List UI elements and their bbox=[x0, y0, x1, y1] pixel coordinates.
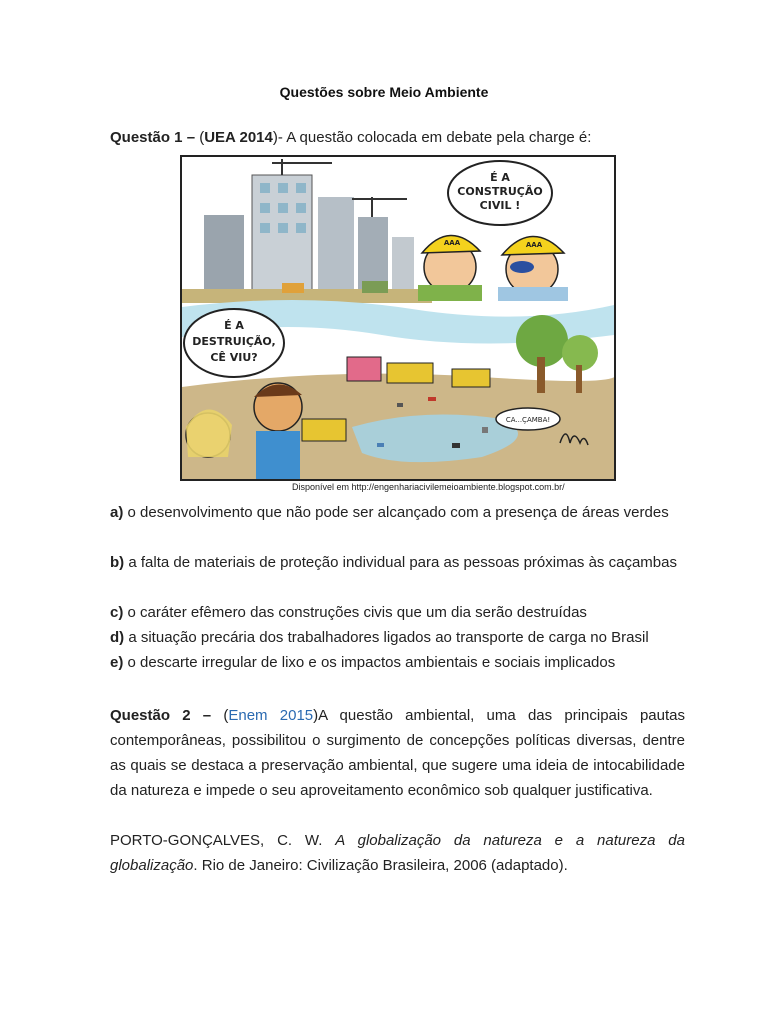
reference-author: PORTO-GONÇALVES, C. W. bbox=[110, 832, 336, 849]
reference-title: A globalização da natureza e a natureza da globalização bbox=[110, 832, 685, 874]
helmet-mark-left: AAA bbox=[443, 239, 461, 247]
question-1-label: Questão 1 – bbox=[110, 129, 196, 146]
option-c-label: c) bbox=[110, 604, 124, 621]
question-2-text: A questão ambiental, uma das principais pautas contemporâneas, possibilitou o surgimento de concepções políticas diversas, dentre as quais se destaca a preservação ambiental, que sugere uma ideia de intocabilidade da natureza e impede o seu aproveitamento econômico sob qualquer justificativa. bbox=[110, 707, 685, 799]
option-c bbox=[110, 600, 685, 625]
question-2 bbox=[110, 703, 685, 803]
question-1-source: UEA 2014 bbox=[204, 129, 273, 146]
question-2-reference bbox=[110, 828, 685, 878]
question-1-source-open: ( bbox=[195, 129, 205, 146]
question-2-label: Questão 2 – bbox=[110, 707, 212, 724]
option-e-label: e) bbox=[110, 654, 124, 671]
reference-rest: . Rio de Janeiro: Civilização Brasileira, 2006 (adaptado). bbox=[193, 857, 568, 874]
bubble-top-line-2: CONSTRUÇÃO bbox=[457, 185, 543, 198]
question-1-heading bbox=[110, 129, 591, 146]
cartoon-illustration bbox=[182, 157, 614, 479]
bubble-left-line-1: É A bbox=[224, 319, 244, 332]
question-1-source-close: ) bbox=[272, 129, 278, 146]
option-e-text: o descarte irregular de lixo e os impactos ambientais e sociais implicados bbox=[123, 654, 616, 671]
option-d-label: d) bbox=[110, 629, 125, 646]
option-b-label: b) bbox=[110, 554, 125, 571]
option-d bbox=[110, 625, 685, 650]
option-d-text: a situação precária dos trabalhadores ligados ao transporte de carga no Brasil bbox=[124, 629, 649, 646]
image-caption: Disponível em http://engenhariacivilemeioambiente.blogspot.com.br/ bbox=[292, 482, 565, 492]
option-c-text: o caráter efêmero das construções civis que um dia serão destruídas bbox=[123, 604, 587, 621]
question-1-text: - A questão colocada em debate pela charge é: bbox=[277, 129, 592, 146]
option-b bbox=[110, 550, 685, 575]
cartoon-image bbox=[180, 155, 616, 481]
page-title: Questões sobre Meio Ambiente bbox=[279, 84, 489, 100]
option-e bbox=[110, 650, 685, 675]
bubble-top-line-1: É A bbox=[490, 171, 510, 184]
option-a bbox=[110, 500, 685, 525]
helmet-mark-right: AAA bbox=[525, 241, 543, 249]
bubble-left-line-2: DESTRUIÇÃO, bbox=[192, 335, 276, 348]
question-2-source-open: ( bbox=[211, 707, 229, 724]
option-a-label: a) bbox=[110, 504, 124, 521]
question-2-source-close: ) bbox=[313, 707, 319, 724]
question-2-source-link[interactable]: Enem 2015 bbox=[228, 707, 314, 724]
option-b-text: a falta de materiais de proteção individual para as pessoas próximas às caçambas bbox=[124, 554, 677, 571]
bubble-top-line-3: CIVIL ! bbox=[479, 199, 521, 212]
option-a-text: o desenvolvimento que não pode ser alcançado com a presença de áreas verdes bbox=[123, 504, 669, 521]
bubble-small-text: CA...ÇAMBA! bbox=[505, 416, 551, 424]
bubble-left-line-3: CÊ VIU? bbox=[210, 351, 258, 364]
